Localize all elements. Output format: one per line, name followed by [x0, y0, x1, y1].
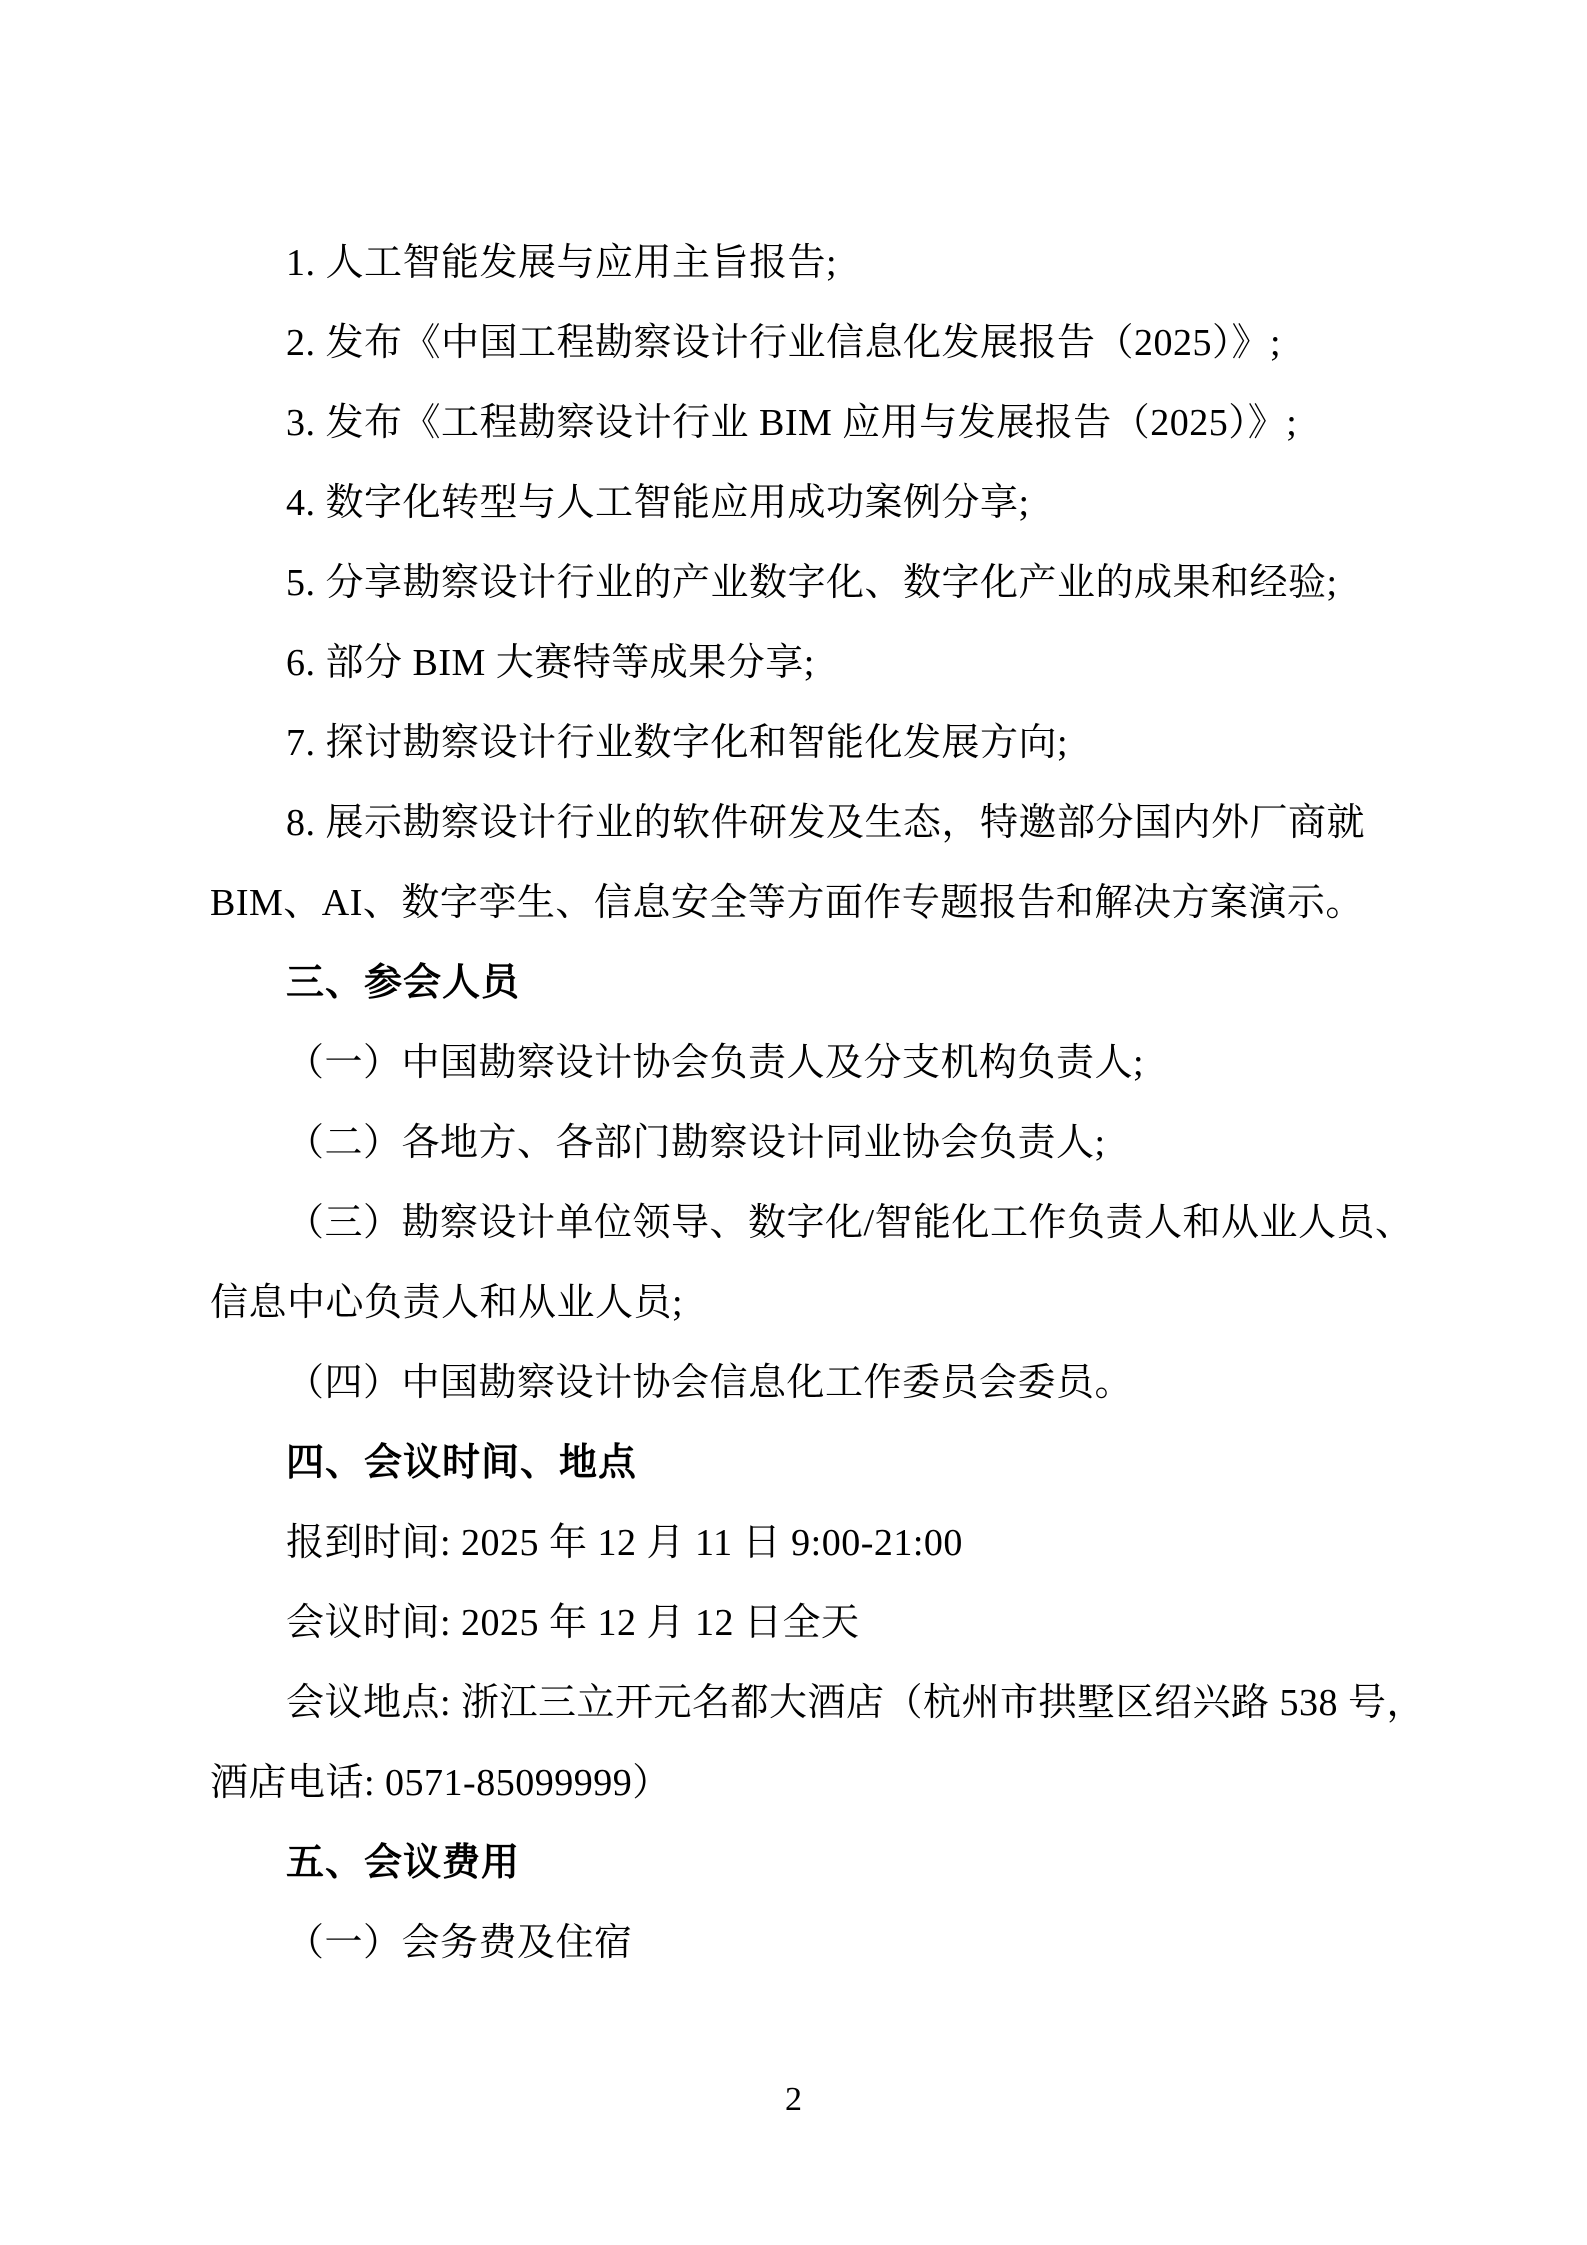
section-heading: 五、会议费用	[286, 1842, 521, 1884]
text-line: 1. 人工智能发展与应用主旨报告;	[286, 242, 838, 284]
section-heading: 三、参会人员	[286, 962, 521, 1004]
text-line: 6. 部分 BIM 大赛特等成果分享;	[286, 642, 815, 684]
text-line: 会议地点: 浙江三立开元名都大酒店（杭州市拱墅区绍兴路 538 号，	[286, 1682, 1426, 1724]
text-line: 5. 分享勘察设计行业的产业数字化、数字化产业的成果和经验;	[286, 562, 1338, 604]
text-line: （一）会务费及住宿	[286, 1922, 633, 1964]
text-line: 2. 发布《中国工程勘察设计行业信息化发展报告（2025）》;	[286, 322, 1282, 364]
page-number: 2	[785, 2081, 802, 2118]
text-line: （一）中国勘察设计协会负责人及分支机构负责人;	[286, 1042, 1145, 1084]
text-line: （三）勘察设计单位领导、数字化/智能化工作负责人和从业人员、	[286, 1202, 1414, 1244]
text-line: 信息中心负责人和从业人员;	[210, 1282, 684, 1324]
text-line: 7. 探讨勘察设计行业数字化和智能化发展方向;	[286, 722, 1069, 764]
text-line: （二）各地方、各部门勘察设计同业协会负责人;	[286, 1122, 1106, 1164]
document-content	[210, 223, 1426, 1983]
text-line: BIM、AI、数字孪生、信息安全等方面作专题报告和解决方案演示。	[210, 882, 1364, 924]
text-line: 4. 数字化转型与人工智能应用成功案例分享;	[286, 482, 1030, 524]
text-line: 酒店电话: 0571-85099999）	[210, 1762, 671, 1804]
text-line: 3. 发布《工程勘察设计行业 BIM 应用与发展报告（2025）》;	[286, 402, 1298, 444]
section-heading: 四、会议时间、地点	[286, 1442, 638, 1484]
text-line: 会议时间: 2025 年 12 月 12 日全天	[286, 1602, 860, 1644]
text-line: 8. 展示勘察设计行业的软件研发及生态，特邀部分国内外厂商就	[286, 802, 1366, 844]
text-line: 报到时间: 2025 年 12 月 11 日 9:00-21:00	[286, 1522, 963, 1564]
text-line: （四）中国勘察设计协会信息化工作委员会委员。	[286, 1362, 1134, 1404]
